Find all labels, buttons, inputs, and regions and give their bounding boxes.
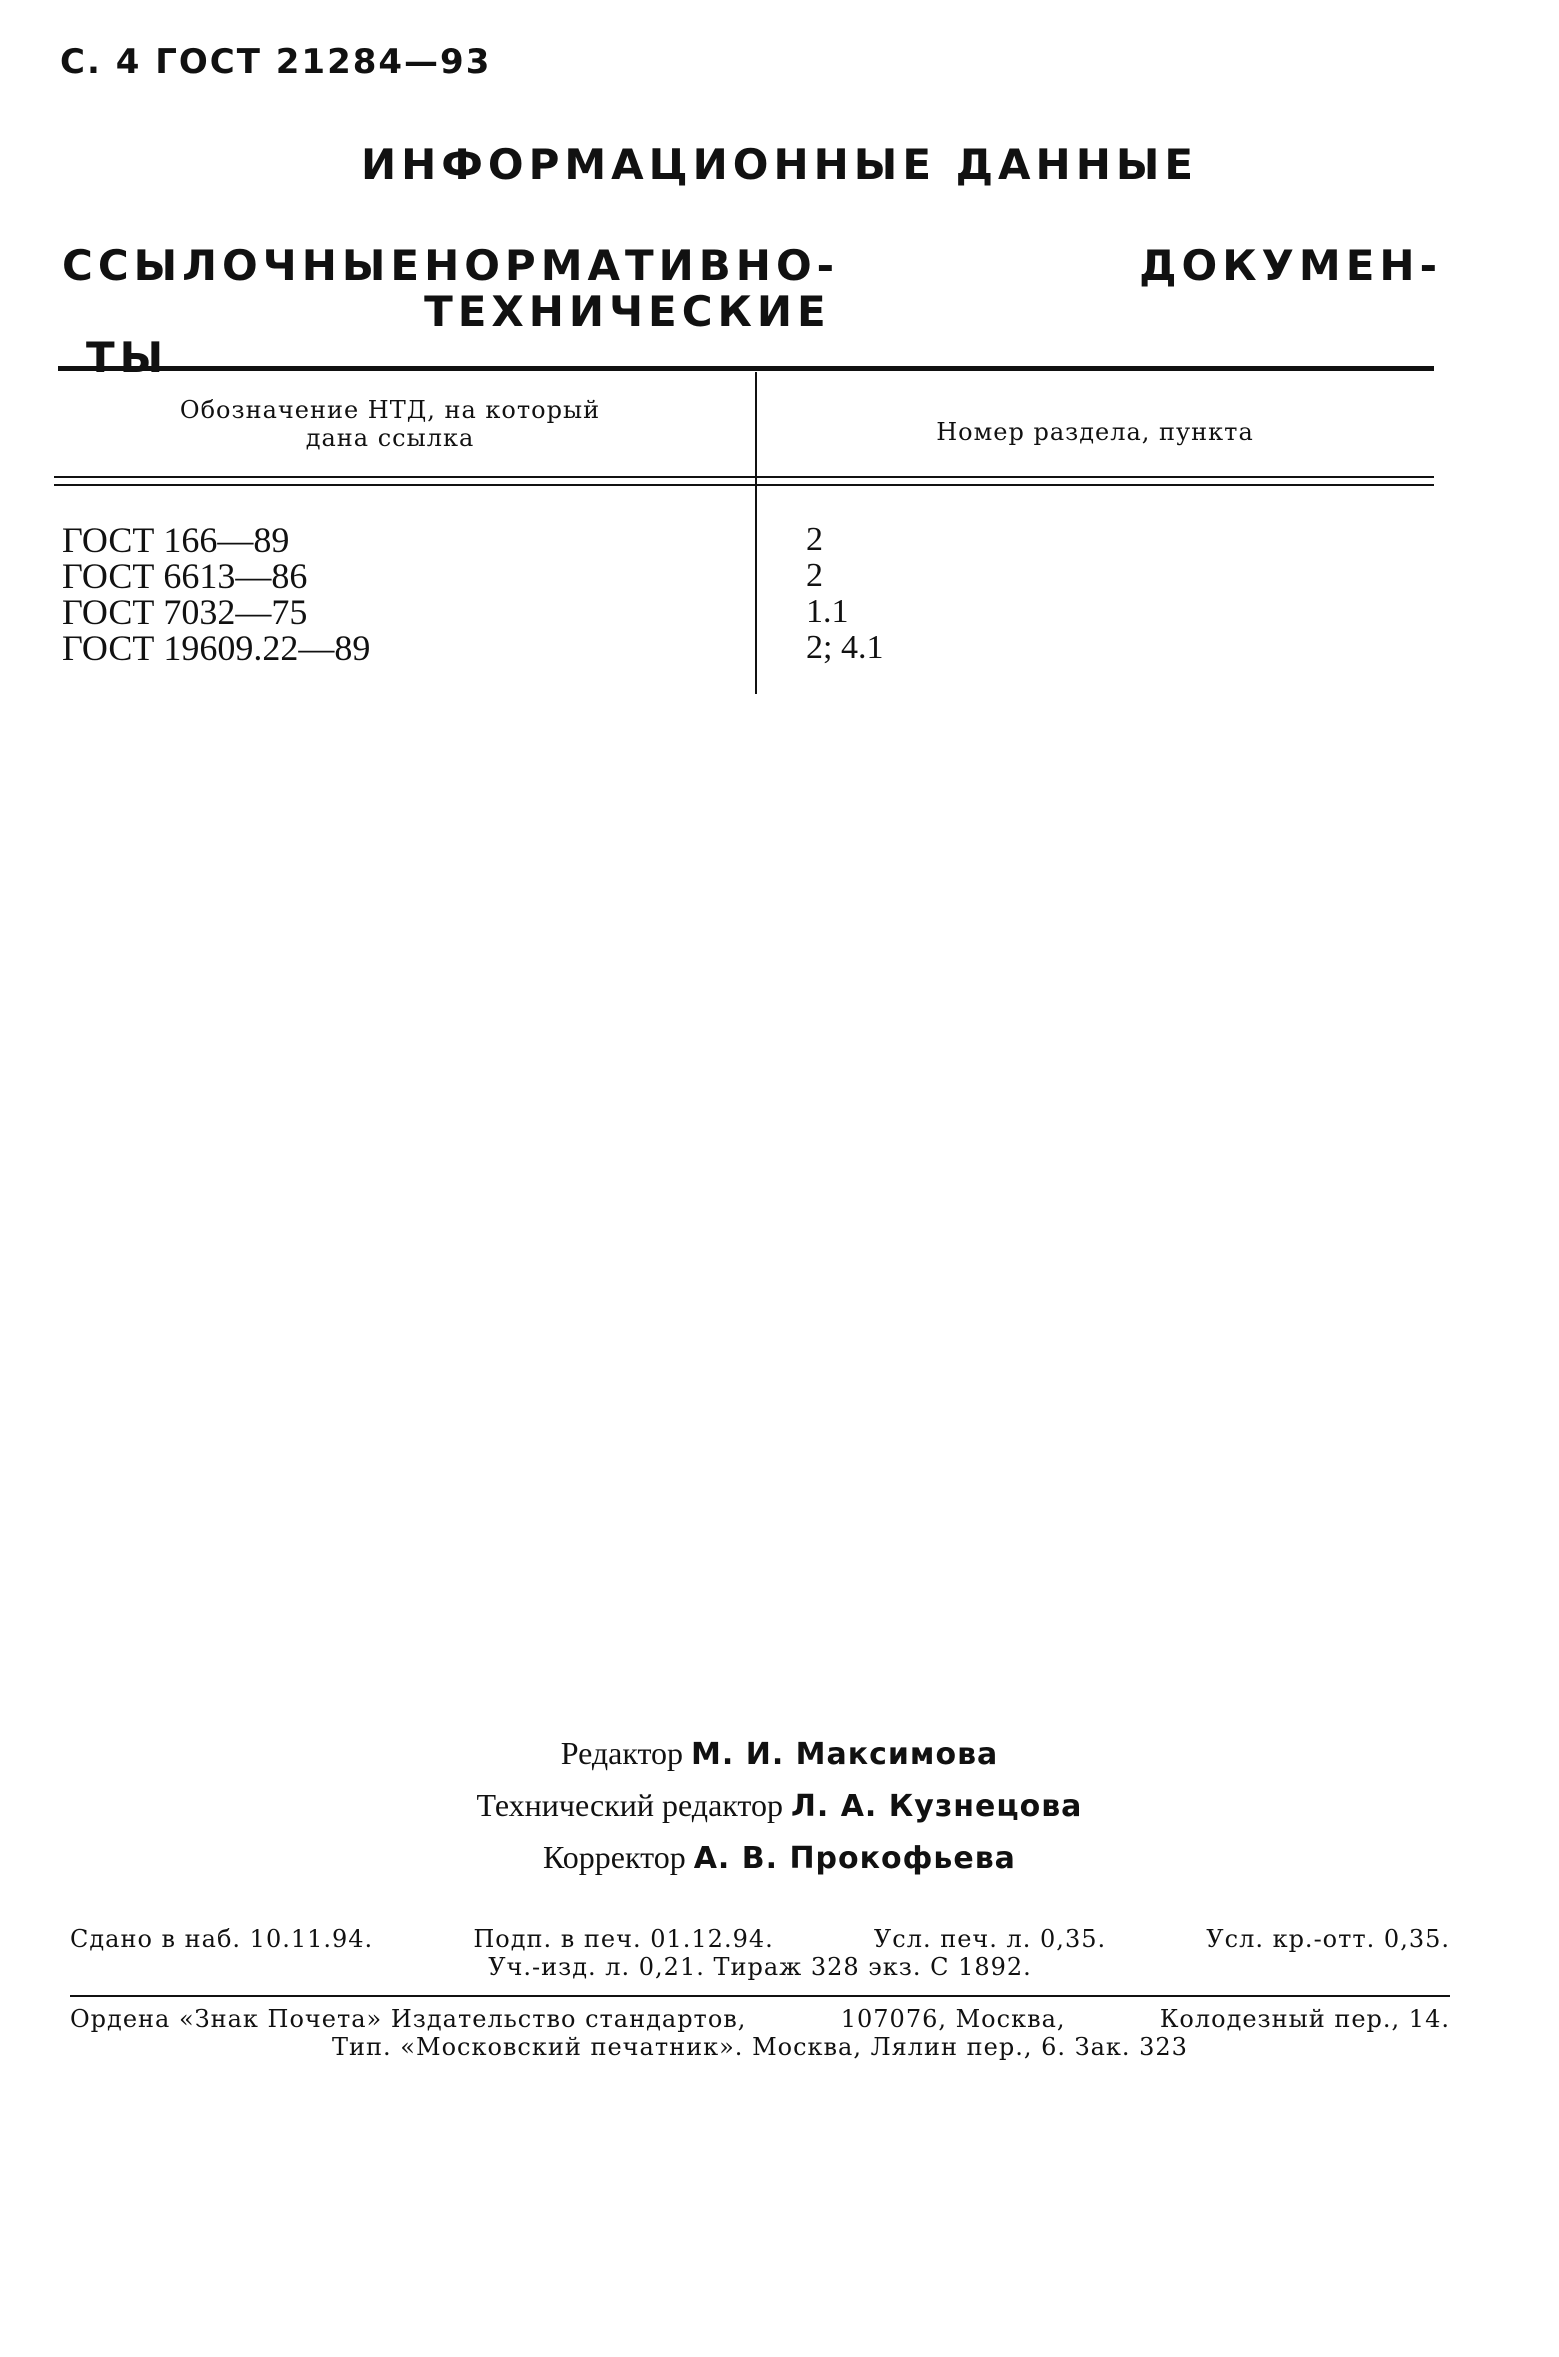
section-title-word: ДОКУМЕН- xyxy=(1139,241,1442,290)
credits xyxy=(0,1728,1559,1884)
credit-editor xyxy=(0,1728,1559,1780)
credit-name: М. И. Максимова xyxy=(691,1737,999,1772)
table-column-documents xyxy=(62,522,370,666)
page-header: С. 4 ГОСТ 21284—93 xyxy=(60,42,492,82)
imprint-publisher xyxy=(70,2005,1450,2061)
table-cell-section: 2 xyxy=(806,557,823,594)
table-top-rule xyxy=(58,366,1434,371)
credit-role: Технический редактор xyxy=(476,1787,783,1823)
info-title: ИНФОРМАЦИОННЫЕ ДАННЫЕ xyxy=(360,140,1199,189)
table-column-divider xyxy=(755,372,757,694)
imprint-publisher-city: 107076, Москва, xyxy=(840,2005,1066,2033)
credit-name: А. В. Прокофьева xyxy=(693,1841,1016,1876)
section-title-word: НОРМАТИВНО-ТЕХНИЧЕСКИЕ xyxy=(424,241,840,336)
imprint-print-sheets: Усл. печ. л. 0,35. xyxy=(873,1925,1107,1953)
table-header-line: Обозначение НТД, на который xyxy=(179,396,601,424)
credit-role: Корректор xyxy=(543,1839,686,1875)
imprint-submitted: Сдано в наб. 10.11.94. xyxy=(70,1925,374,1953)
table-column-sections xyxy=(806,522,883,666)
credit-technical-editor xyxy=(0,1780,1559,1832)
credit-name: Л. А. Кузнецова xyxy=(790,1789,1083,1824)
imprint-color-prints: Усл. кр.-отт. 0,35. xyxy=(1206,1925,1450,1953)
table-header-rule xyxy=(54,484,1434,486)
table-cell-section: 1.1 xyxy=(806,593,849,630)
table-cell-section: 2; 4.1 xyxy=(806,629,884,666)
imprint-publisher-address: Колодезный пер., 14. xyxy=(1159,2005,1450,2033)
imprint-rule xyxy=(70,1995,1450,1997)
section-title xyxy=(62,243,1442,381)
imprint-circulation: Уч.-изд. л. 0,21. Тираж 328 экз. С 1892. xyxy=(488,1953,1032,1981)
table-header-rule xyxy=(54,476,1434,478)
table-cell-section: 2 xyxy=(806,521,823,558)
table-header-line: дана ссылка xyxy=(305,424,475,452)
table-cell-document: ГОСТ 166—89 xyxy=(62,520,290,560)
credit-proofreader xyxy=(0,1832,1559,1884)
section-title-word: ТЫ xyxy=(86,333,169,382)
table-header-section-number: Номер раздела, пункта xyxy=(936,418,1254,446)
imprint-signed: Подп. в печ. 01.12.94. xyxy=(473,1925,774,1953)
imprint-printer: Тип. «Московский печатник». Москва, Лялин пер., 6. Зак. 323 xyxy=(332,2033,1188,2061)
credit-role: Редактор xyxy=(560,1735,684,1771)
imprint-publisher-name: Ордена «Знак Почета» Издательство стандартов, xyxy=(70,2005,747,2033)
imprint-print-data xyxy=(70,1925,1450,1981)
table-cell-document: ГОСТ 7032—75 xyxy=(62,592,308,632)
table-cell-document: ГОСТ 19609.22—89 xyxy=(62,628,371,668)
table-cell-document: ГОСТ 6613—86 xyxy=(62,556,308,596)
section-title-word: ССЫЛОЧНЫЕ xyxy=(62,241,425,290)
table-header-designation xyxy=(120,396,660,452)
